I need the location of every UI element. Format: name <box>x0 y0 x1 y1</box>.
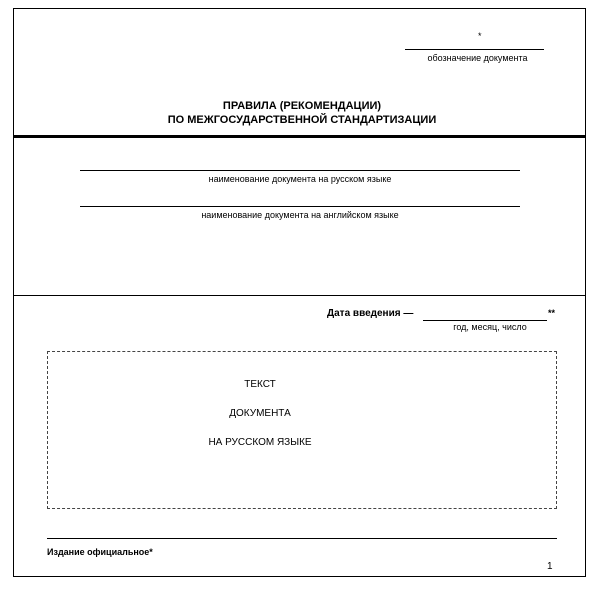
designation-line <box>405 49 544 50</box>
russian-name-caption: наименование документа на русском языке <box>208 174 392 184</box>
document-text-line1: ТЕКСТ <box>244 379 276 390</box>
designation-asterisk: * <box>478 31 482 41</box>
intro-date-line <box>423 320 547 321</box>
english-name-line <box>80 206 520 207</box>
document-text-line3: НА РУССКОМ ЯЗЫКЕ <box>208 437 312 448</box>
section-separator <box>13 295 586 296</box>
designation-caption: обозначение документа <box>427 53 528 63</box>
official-edition-note: Издание официальное* <box>47 547 153 557</box>
page-title-line2: ПО МЕЖГОСУДАРСТВЕННОЙ СТАНДАРТИЗАЦИИ <box>167 114 437 126</box>
intro-date-stars: ** <box>548 308 556 318</box>
intro-date-label: Дата введения — <box>327 308 414 319</box>
header-separator <box>13 135 586 138</box>
page-title-line1: ПРАВИЛА (РЕКОМЕНДАЦИИ) <box>222 100 382 112</box>
intro-date-caption: год, месяц, число <box>453 322 527 332</box>
page-number: 1 <box>547 561 553 572</box>
document-text-line2: ДОКУМЕНТА <box>229 408 291 419</box>
english-name-caption: наименование документа на английском языке <box>201 210 399 220</box>
document-text-box <box>47 351 557 509</box>
russian-name-line <box>80 170 520 171</box>
footer-line <box>47 538 557 539</box>
